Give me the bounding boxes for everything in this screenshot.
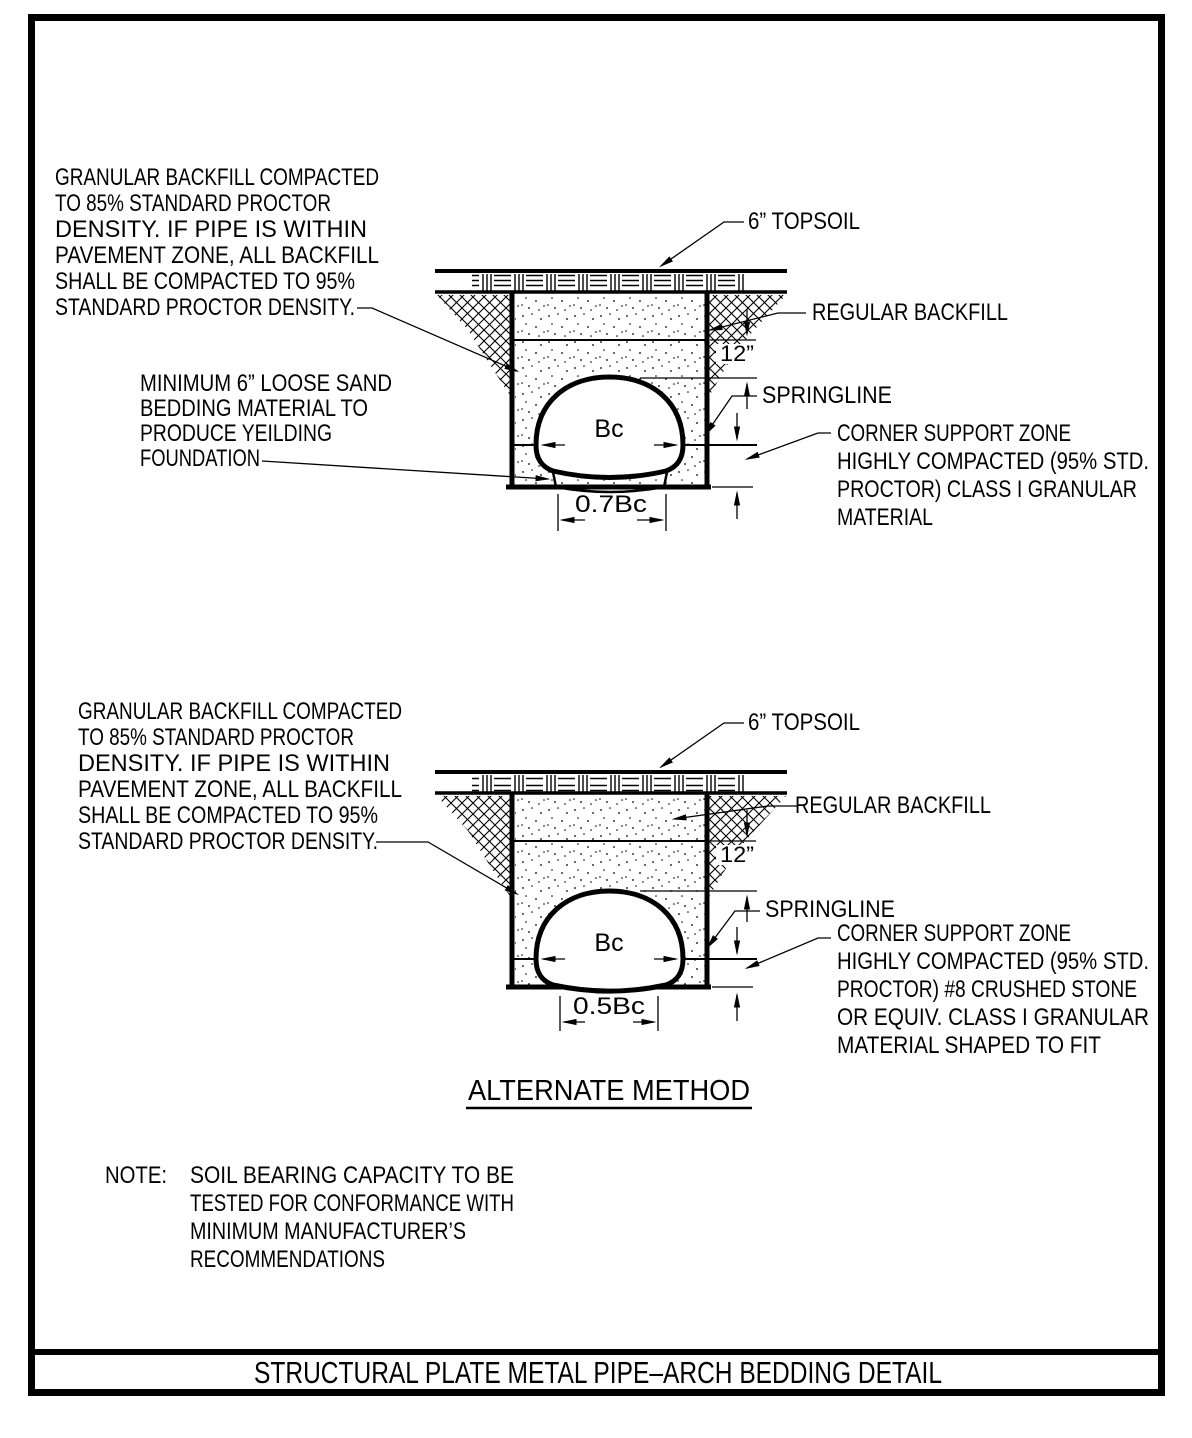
bedding-note-line: FOUNDATION [140,445,260,472]
note-line: TESTED FOR CONFORMANCE WITH [190,1190,514,1217]
title-block [28,1352,1165,1390]
granular-note-line: STANDARD PROCTOR DENSITY. [55,294,355,321]
granular-note-line: GRANULAR BACKFILL COMPACTED [78,698,402,725]
bedding-width-label: 0.5Bc [573,993,645,1020]
alternate-method-caption: ALTERNATE METHOD [468,1075,750,1107]
cover-dimension-label: 12” [720,341,754,366]
granular-note-line: TO 85% STANDARD PROCTOR [55,190,331,217]
springline-label: SPRINGLINE [762,382,892,409]
corner-note-line: PROCTOR) CLASS I GRANULAR [837,476,1137,503]
corner-note-leader [747,938,831,968]
note-line: SOIL BEARING CAPACITY TO BE [190,1162,514,1189]
granular-note-line: PAVEMENT ZONE, ALL BACKFILL [55,242,379,269]
topsoil-layer [472,274,745,291]
note-label: NOTE: [105,1162,167,1189]
granular-note-line: DENSITY. IF PIPE IS WITHIN [55,216,367,243]
native-soil-hatch-left [437,295,511,397]
native-soil-hatch-left [437,796,511,898]
note-line: RECOMMENDATIONS [190,1246,385,1273]
corner-note-line: MATERIAL [837,504,933,531]
springline-leader [708,911,760,947]
topsoil-leader [661,723,744,767]
topsoil-leader [661,222,744,266]
bedding-note-line: PRODUCE YEILDING [140,420,332,447]
granular-note-line: DENSITY. IF PIPE IS WITHIN [78,750,390,777]
granular-note-line: SHALL BE COMPACTED TO 95% [78,802,378,829]
pipe-span-label: Bc [594,929,624,957]
primary-diagram [55,164,1149,531]
note-line: MINIMUM MANUFACTURER’S [190,1218,466,1245]
corner-note-line: MATERIAL SHAPED TO FIT [837,1032,1102,1059]
corner-note-line: OR EQUIV. CLASS I GRANULAR [837,1004,1149,1031]
bedding-note-line: MINIMUM 6” LOOSE SAND [140,370,392,397]
granular-note-line: STANDARD PROCTOR DENSITY. [78,828,378,855]
corner-note-line: HIGHLY COMPACTED (95% STD. [837,448,1149,475]
corner-note-leader [747,433,831,459]
cover-dimension-label: 12” [720,842,754,867]
granular-note-line: PAVEMENT ZONE, ALL BACKFILL [78,776,402,803]
corner-note-line: HIGHLY COMPACTED (95% STD. [837,948,1149,975]
topsoil-layer [472,775,745,792]
bedding-note-line: BEDDING MATERIAL TO [140,395,368,422]
bedding-width-label: 0.7Bc [575,491,647,518]
alternate-diagram [78,698,1149,1108]
pipe-span-label: Bc [594,415,624,443]
topsoil-label: 6” TOPSOIL [748,208,860,235]
bedding-note-leader [262,461,548,479]
granular-note-line: SHALL BE COMPACTED TO 95% [55,268,355,295]
note-block [105,1162,514,1273]
regular-backfill-label: REGULAR BACKFILL [812,299,1008,326]
corner-note-line: CORNER SUPPORT ZONE [837,920,1071,947]
regular-backfill-label: REGULAR BACKFILL [795,792,991,819]
corner-note-line: PROCTOR) #8 CRUSHED STONE [837,976,1137,1003]
sheet-title: STRUCTURAL PLATE METAL PIPE–ARCH BEDDING DETAIL [254,1355,942,1390]
springline-leader [706,396,757,434]
topsoil-label: 6” TOPSOIL [748,709,860,736]
springline-label: SPRINGLINE [765,896,895,923]
granular-note-line: TO 85% STANDARD PROCTOR [78,724,354,751]
granular-note-line: GRANULAR BACKFILL COMPACTED [55,164,379,191]
corner-note-line: CORNER SUPPORT ZONE [837,420,1071,447]
